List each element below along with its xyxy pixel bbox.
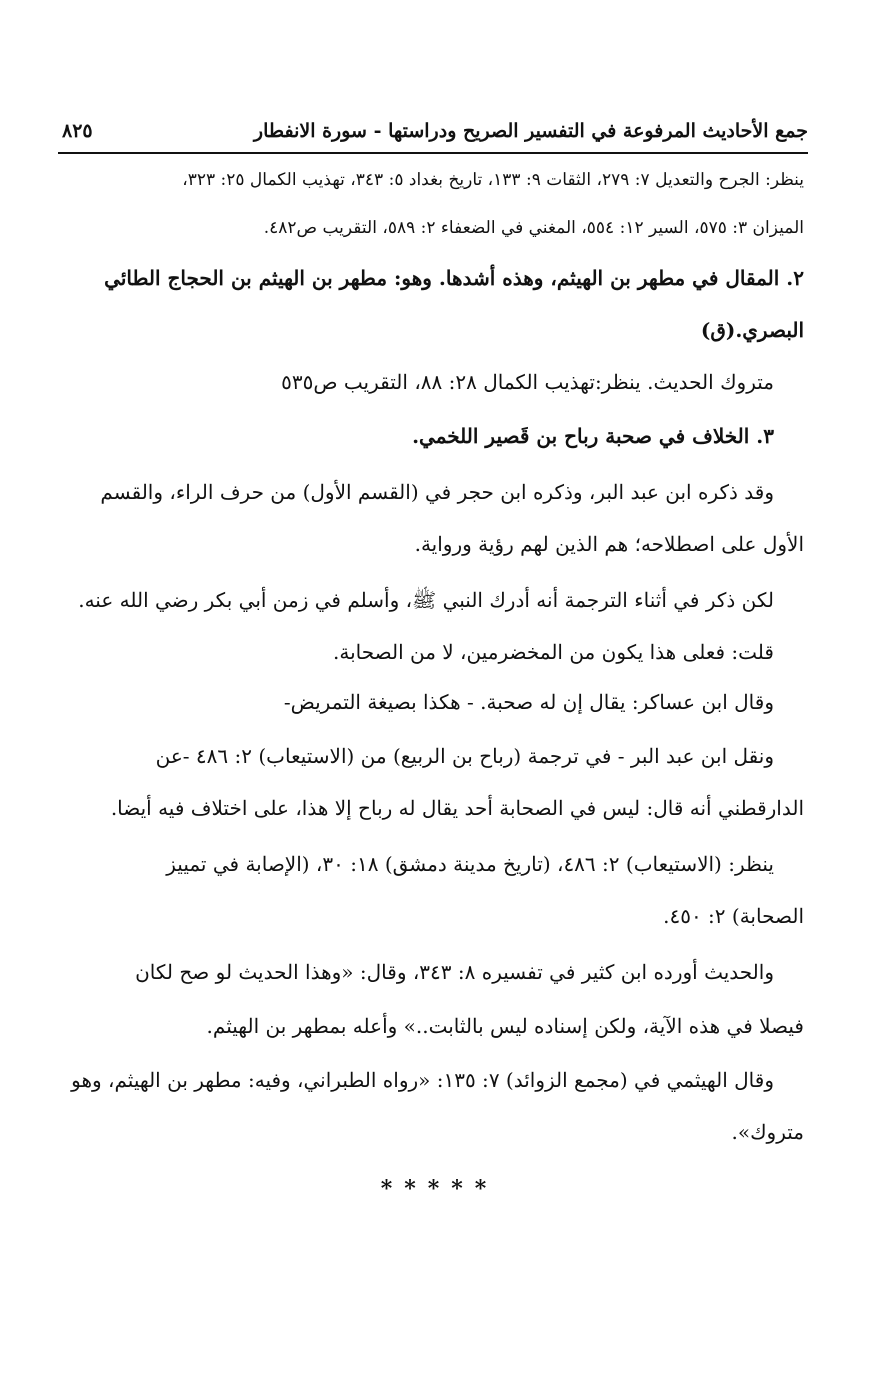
paragraph-line: وقد ذكره ابن عبد البر، وذكره ابن حجر في (القسم الأول) من حرف الراء، والقسم [100, 480, 774, 504]
reference-line: ينظر: الجرح والتعديل ٧: ٢٧٩، الثقات ٩: ١٣٣، تاريخ بغداد ٥: ٣٤٣، تهذيب الكمال ٢٥: ٣٢٣، [182, 170, 804, 190]
paragraph-line: قلت: فعلى هذا يكون من المخضرمين، لا من الصحابة. [332, 640, 774, 664]
paragraph-line: ينظر: (الاستيعاب) ٢: ٤٨٦، (تاريخ مدينة دمشق) ١٨: ٣٠، (الإصابة في تمييز [166, 852, 774, 876]
paragraph-line: وقال الهيثمي في (مجمع الزوائد) ٧: ١٣٥: «رواه الطبراني، وفيه: مطهر بن الهيثم، وهو [71, 1068, 774, 1092]
paragraph-line: والحديث أورده ابن كثير في تفسيره ٨: ٣٤٣، وقال: «وهذا الحديث لو صح لكان [135, 960, 774, 984]
section-separator: ***** [380, 1176, 499, 1202]
paragraph-line: متروك الحديث. ينظر:تهذيب الكمال ٢٨: ٨٨، التقريب ص٥٣٥ [281, 370, 774, 394]
paragraph-line: فيصلا في هذه الآية، ولكن إسناده ليس بالثابت..» وأعله بمطهر بن الهيثم. [206, 1014, 804, 1038]
paragraph-line: وقال ابن عساكر: يقال إن له صحبة. - هكذا بصيغة التمريض- [283, 690, 774, 714]
header-title: جمع الأحاديث المرفوعة في التفسير الصريح ودراستها - سورة الانفطار [253, 120, 808, 142]
point-heading: ٣. الخلاف في صحبة رباح بن قَصير اللخمي. [412, 424, 774, 448]
point-heading-continued: البصري.(ق) [700, 318, 804, 342]
page-number: ٨٢٥ [62, 120, 93, 142]
point-heading: ٢. المقال في مطهر بن الهيثم، وهذه أشدها. وهو: مطهر بن الهيثم بن الحجاج الطائي [104, 266, 804, 290]
paragraph-line: الدارقطني أنه قال: ليس في الصحابة أحد يقال له رباح إلا هذا، على اختلاف فيه أيضا. [110, 796, 804, 820]
paragraph-line: الأول على اصطلاحه؛ هم الذين لهم رؤية ورواية. [414, 532, 804, 556]
paragraph-line: الصحابة) ٢: ٤٥٠. [663, 904, 804, 928]
paragraph-line: متروك». [731, 1120, 804, 1144]
running-header [58, 118, 808, 154]
paragraph-line: ونقل ابن عبد البر - في ترجمة (رباح بن الربيع) من (الاستيعاب) ٢: ٤٨٦ -عن [155, 744, 774, 768]
reference-line: الميزان ٣: ٥٧٥، السير ١٢: ٥٥٤، المغني في الضعفاء ٢: ٥٨٩، التقريب ص٤٨٢. [263, 218, 804, 238]
paragraph-line: لكن ذكر في أثناء الترجمة أنه أدرك النبي ﷺ، وأسلم في زمن أبي بكر رضي الله عنه. [78, 588, 774, 612]
